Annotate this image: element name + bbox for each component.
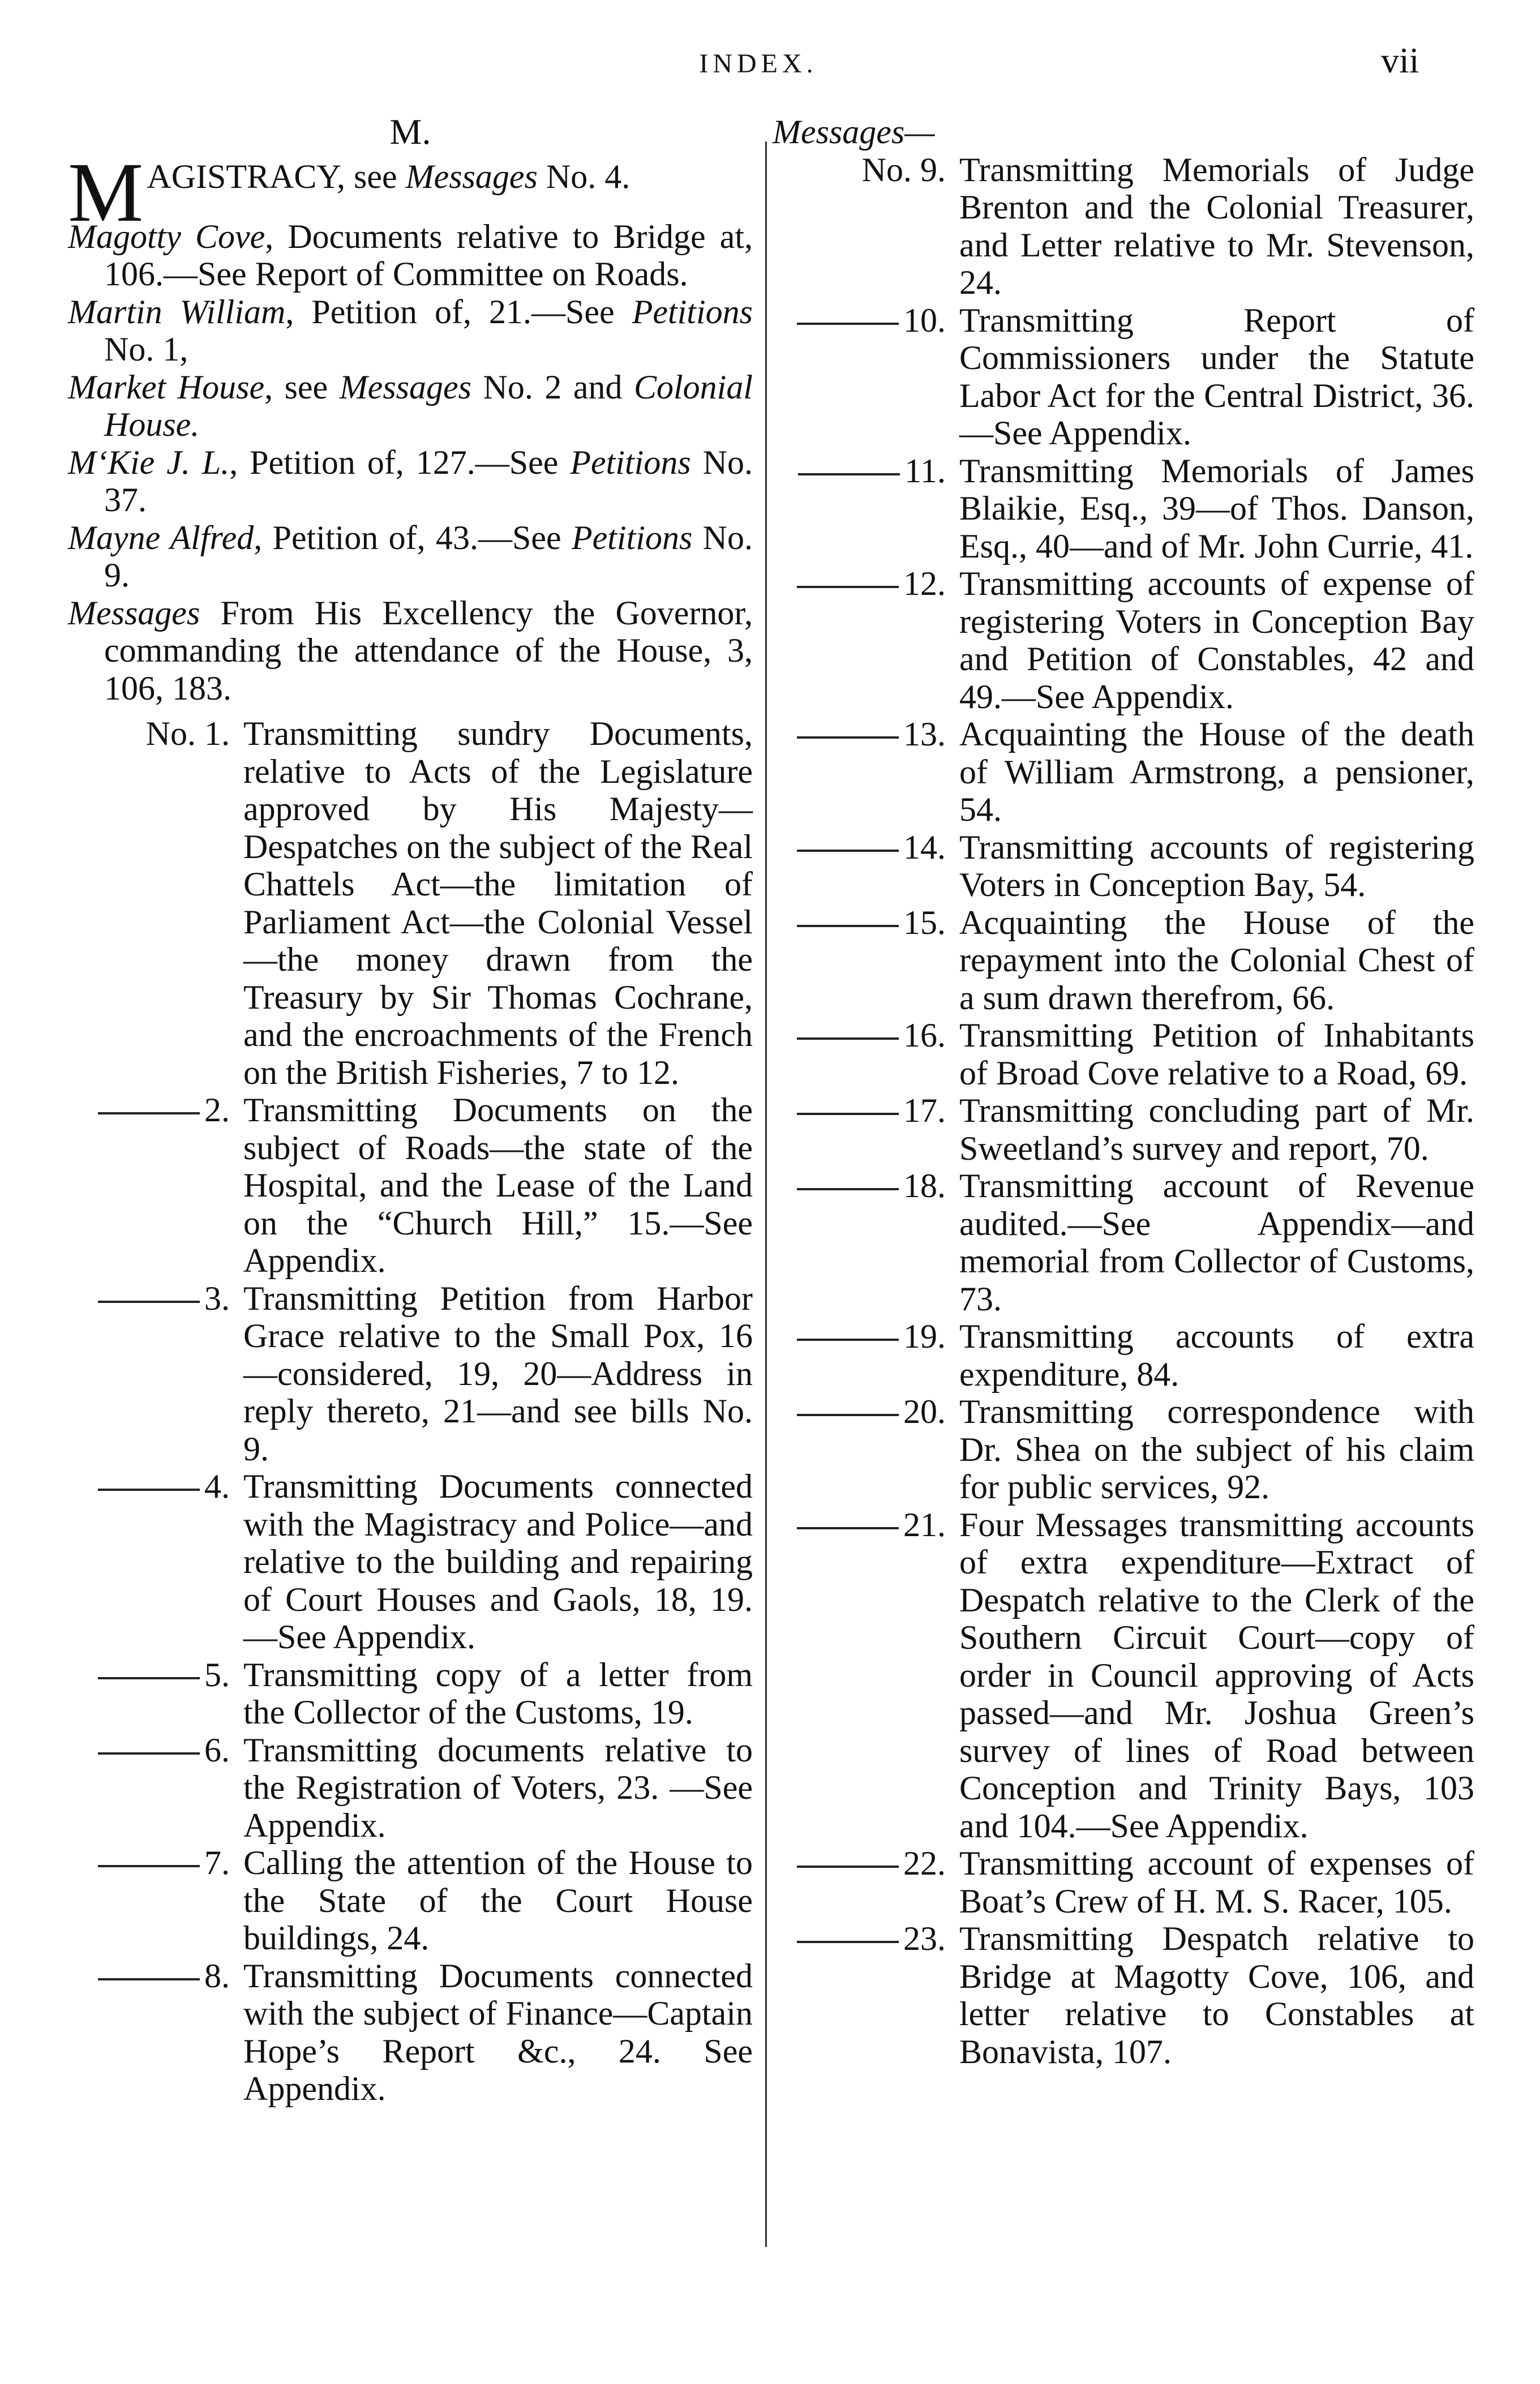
entry-text: No. 37. xyxy=(104,443,753,518)
index-entry xyxy=(68,519,753,594)
dash-rule xyxy=(98,1978,200,1980)
dash-rule xyxy=(98,1752,200,1755)
message-number: 22. xyxy=(773,1845,959,1883)
entry-text: From His Excellency the Governor, commanding the attendance of the House, 3, 106, 183. xyxy=(104,594,753,707)
message-number: 4. xyxy=(68,1468,243,1506)
message-text: Transmitting Documents connected with the subject of Finance—Captain Hope’s Report &c., 24. See Appendix. xyxy=(243,1957,753,2107)
index-entry xyxy=(68,444,753,519)
message-number: 13. xyxy=(773,715,959,753)
message-number: 15. xyxy=(773,904,959,942)
message-entry xyxy=(773,715,1474,829)
dash-rule xyxy=(797,1866,899,1868)
message-entry xyxy=(773,151,1474,302)
message-number: No. 9. xyxy=(861,151,946,188)
message-text: Transmitting Petition of Inhabitants of Broad Cove relative to a Road, 69. xyxy=(959,1017,1474,1092)
message-text: Acquainting the House of the repayment into the Colonial Chest of a sum drawn therefrom, 66. xyxy=(959,903,1474,1017)
message-text: Transmitting Petition from Harbor Grace relative to the Small Pox, 16—considered, 19, 20—Address in reply thereto, 21—and see bills No. 9. xyxy=(243,1279,753,1468)
entry-text: M‘Kie J. L. xyxy=(68,443,230,481)
index-entry xyxy=(68,368,753,444)
message-number: 2. xyxy=(68,1091,243,1129)
dash-rule xyxy=(797,1188,899,1190)
message-text: Calling the attention of the House to the State of the Court House buildings, 24. xyxy=(243,1844,753,1957)
entry-text: Petitions xyxy=(571,518,693,556)
message-number: 3. xyxy=(68,1280,243,1318)
message-number: 16. xyxy=(773,1017,959,1054)
message-number: 6. xyxy=(68,1731,243,1769)
dash-rule xyxy=(797,1113,899,1115)
entry-text: Petitions xyxy=(570,443,691,481)
page-number: vii xyxy=(1381,40,1419,80)
message-text: Transmitting concluding part of Mr. Sweetland’s survey and report, 70. xyxy=(959,1092,1474,1167)
dash-rule xyxy=(797,1037,899,1040)
message-entry xyxy=(68,1731,753,1845)
message-text: Transmitting copy of a letter from the Collector of the Customs, 19. xyxy=(243,1656,753,1731)
message-text: Transmitting account of expenses of Boat’s Crew of H. M. S. Racer, 105. xyxy=(959,1845,1474,1920)
entry-text: Messages xyxy=(405,157,538,195)
message-text: Transmitting Despatch relative to Bridge at Magotty Cove, 106, and letter relative to Constables at Bonavista, 107. xyxy=(959,1920,1474,2070)
entry-text: , Petition of, 21.—See xyxy=(285,293,632,331)
dash-rule xyxy=(798,473,900,475)
message-text: Transmitting account of Revenue audited.—See Appendix—and memorial from Collector of Customs, 73. xyxy=(959,1167,1474,1318)
entry-text: Colonial House. xyxy=(104,368,753,443)
message-number: 21. xyxy=(773,1506,959,1544)
message-entry xyxy=(773,1017,1474,1092)
message-text: Transmitting Memorials of Judge Brenton and the Colonial Treasurer, and Letter relative to Mr. Stevenson, 24. xyxy=(959,151,1474,301)
index-entry xyxy=(68,594,753,708)
message-number: 8. xyxy=(68,1957,243,1995)
message-entry xyxy=(773,1393,1474,1506)
message-number: 11. xyxy=(773,452,959,490)
message-number: No. 1. xyxy=(145,715,230,752)
message-entry xyxy=(773,452,1474,565)
message-text: Transmitting accounts of extra expenditure, 84. xyxy=(959,1318,1474,1393)
message-entry xyxy=(68,1957,753,2108)
drop-cap: M xyxy=(68,145,144,239)
entry-text: , Petition of, 127.—See xyxy=(229,443,570,481)
dash-rule xyxy=(797,323,899,325)
column-divider xyxy=(765,142,767,2247)
index-entries xyxy=(68,145,753,708)
left-column xyxy=(68,113,753,2108)
entry-text: AGISTRACY, see xyxy=(147,157,406,195)
message-text: Transmitting correspondence with Dr. Shea on the subject of his claim for public services, 92. xyxy=(959,1393,1474,1506)
message-number: 23. xyxy=(773,1920,959,1958)
dash-rule xyxy=(98,1112,200,1114)
index-entry xyxy=(68,218,753,293)
dash-rule xyxy=(98,1489,200,1491)
entry-text: Messages xyxy=(68,594,200,632)
message-number: 14. xyxy=(773,829,959,867)
message-number: 20. xyxy=(773,1393,959,1431)
entry-text: No. 1, xyxy=(104,331,188,368)
message-entry xyxy=(773,1506,1474,1845)
message-text: Transmitting Documents on the subject of Roads—the state of the Hospital, and the Lease of the Land on the “Church Hill,” 15.—See Appendix. xyxy=(243,1091,753,1279)
entry-text: Market House xyxy=(68,368,265,406)
message-text: Transmitting sundry Documents, relative to Acts of the Legislature approved by His Majesty—Despatches on the subject of the Real Chattels Act—the limitation of Parliament Act—the Colonial Vessel—the money drawn from the Treasury by Sir Thomas Cochrane, and the encroachments of the French on the British Fisheries, 7 to 12. xyxy=(243,715,753,1091)
page-header-title: INDEX. xyxy=(699,49,818,79)
message-entry xyxy=(773,565,1474,715)
message-entry xyxy=(773,1845,1474,1920)
message-entry xyxy=(68,1280,753,1468)
entry-text: No. 2 and xyxy=(471,368,634,406)
entry-text: , Documents relative to Bridge at, 106.—See Report of Committee on Roads. xyxy=(104,217,753,293)
message-number: 19. xyxy=(773,1318,959,1356)
message-text: Four Messages transmitting accounts of extra expenditure—Extract of Despatch relative to the Clerk of the Southern Circuit Court—copy of order in Council approving of Acts passed—and Mr. Joshua Green’s survey of lines of Road between Conception and Trinity Bays, 103 and 104.—See Appendix. xyxy=(959,1506,1474,1845)
index-entry xyxy=(68,293,753,368)
message-entry xyxy=(773,1092,1474,1167)
message-entry xyxy=(68,1656,753,1731)
message-entry xyxy=(773,829,1474,904)
message-text: Transmitting accounts of registering Voters in Conception Bay, 54. xyxy=(959,828,1474,903)
message-text: Transmitting Memorials of James Blaikie, Esq., 39—of Thos. Danson, Esq., 40—and of Mr. John Currie, 41. xyxy=(959,452,1474,565)
message-text: Transmitting Report of Commissioners under the Statute Labor Act for the Central District, 36. —See Appendix. xyxy=(959,301,1474,452)
entry-text: Magotty Cove xyxy=(68,217,265,255)
message-number: 18. xyxy=(773,1167,959,1205)
message-entry xyxy=(773,1318,1474,1393)
dash-rule xyxy=(797,1527,899,1529)
entry-text: Martin William xyxy=(68,293,286,331)
message-number: 5. xyxy=(68,1656,243,1694)
message-entry xyxy=(773,1920,1474,2070)
dash-rule xyxy=(98,1865,200,1867)
messages-list-right xyxy=(773,151,1474,2071)
message-text: Transmitting Documents connected with the Magistracy and Police—and relative to the building and repairing of Court Houses and Gaols, 18, 19.—See Appendix. xyxy=(243,1468,753,1656)
entry-text: Mayne Alfred xyxy=(68,518,254,556)
dash-rule xyxy=(797,1941,899,1943)
message-entry xyxy=(773,904,1474,1017)
message-number: 17. xyxy=(773,1092,959,1130)
message-entry xyxy=(773,302,1474,452)
message-number: 10. xyxy=(773,302,959,340)
dash-rule xyxy=(98,1301,200,1303)
dash-rule xyxy=(797,586,899,588)
entry-text: , Petition of, 43.—See xyxy=(254,518,572,556)
messages-list-left xyxy=(68,715,753,2108)
dash-rule xyxy=(797,925,899,927)
dash-rule xyxy=(797,1339,899,1341)
section-letter: M. xyxy=(389,112,431,152)
message-entry xyxy=(68,1844,753,1957)
messages-continued-heading: Messages— xyxy=(773,113,935,151)
entry-text: Messages xyxy=(339,368,471,406)
dash-rule xyxy=(98,1677,200,1679)
message-entry xyxy=(773,1167,1474,1318)
message-entry xyxy=(68,715,753,1091)
entry-text: , see xyxy=(264,368,340,406)
message-text: Transmitting accounts of expense of registering Voters in Conception Bay and Petition of Constables, 42 and 49.—See Appendix. xyxy=(959,565,1474,715)
entry-text: No. 4. xyxy=(537,157,630,195)
message-text: Transmitting documents relative to the Registration of Voters, 23. —See Appendix. xyxy=(243,1731,753,1844)
right-column xyxy=(773,113,1474,2070)
entry-text: No. 9. xyxy=(104,518,753,594)
entry-text: Petitions xyxy=(632,293,753,331)
message-number: 7. xyxy=(68,1844,243,1882)
message-entry xyxy=(68,1468,753,1656)
message-number: 12. xyxy=(773,565,959,603)
dash-rule xyxy=(797,736,899,739)
message-text: Acquainting the House of the death of William Armstrong, a pensioner, 54. xyxy=(959,715,1474,828)
dash-rule xyxy=(797,850,899,852)
message-entry xyxy=(68,1091,753,1280)
dash-rule xyxy=(797,1414,899,1416)
